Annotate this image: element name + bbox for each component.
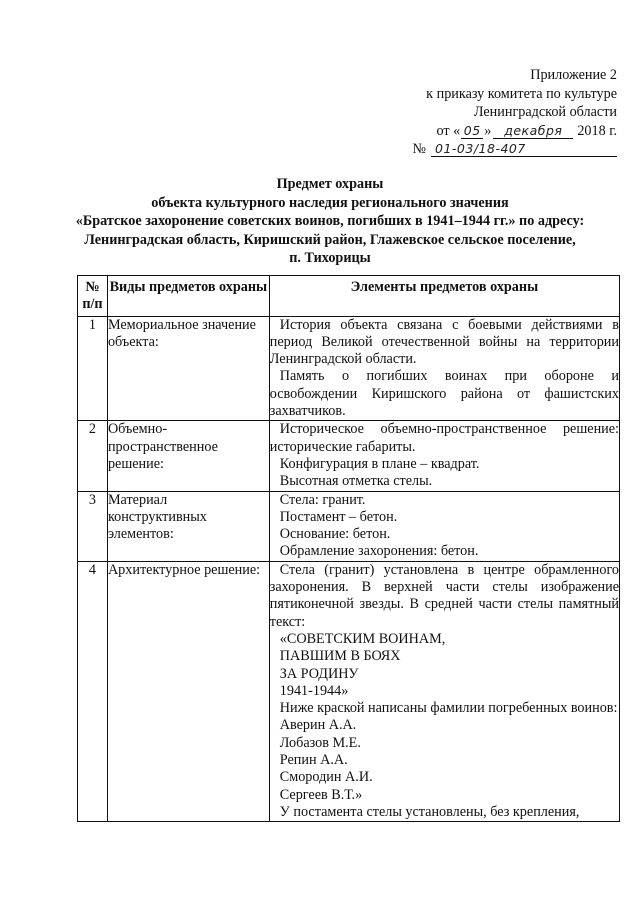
table-row — [78, 421, 620, 491]
date-day: 05 — [461, 124, 483, 139]
row-elements — [269, 561, 619, 821]
date-year: 2018 г. — [577, 122, 617, 139]
soldier-name: Сергеев В.Т.» — [279, 786, 363, 803]
row-number: 1 — [78, 316, 108, 421]
title-line-4: Ленинградская область, Киришский район, Глажевское сельское поселение, — [84, 231, 576, 248]
appendix-header — [357, 66, 617, 159]
row-elements — [269, 316, 619, 421]
title-line-1: Предмет охраны — [276, 176, 384, 192]
element-paragraph: Основание: бетон. — [279, 526, 391, 543]
inscription-line: ПАВШИМ В БОЯХ — [279, 648, 401, 665]
title-line-5: п. Тихорицы — [289, 250, 371, 267]
inscription-line: ЗА РОДИНУ — [279, 665, 359, 682]
soldier-name: Аверин А.А. — [279, 717, 357, 734]
row-kind: Архитектурное решение: — [107, 561, 269, 821]
element-paragraph: Память о погибших воинах при обороне и освобождении Киришского района от фашистских захватчиков. — [269, 368, 619, 420]
order-reference: к приказу комитета по культуре — [426, 85, 617, 102]
order-number: № 01-03/18-407 — [357, 140, 617, 159]
appendix-label: Приложение 2 — [530, 67, 617, 83]
title-line-2: объекта культурного наследия регионального значения — [151, 194, 509, 211]
element-paragraph: Обрамление захоронения: бетон. — [279, 543, 479, 560]
table-header-row — [78, 276, 620, 317]
document-title — [40, 175, 620, 268]
protection-table — [77, 275, 620, 822]
row-number: 2 — [78, 421, 108, 491]
inscription-line: «СОВЕТСКИМ ВОИНАМ, — [279, 630, 446, 647]
row-elements — [269, 491, 619, 561]
header-num: № п/п — [78, 276, 108, 317]
title-line-3: «Братское захоронение советских воинов, погибших в 1941–1944 гг.» по адресу: — [75, 213, 585, 230]
soldier-name: Лобазов М.Е. — [279, 734, 361, 751]
row-kind: Мемориальное значение объекта: — [107, 316, 269, 421]
row-elements — [269, 421, 619, 491]
table-row — [78, 316, 620, 421]
soldier-name: Репин А.А. — [279, 752, 348, 769]
header-kind: Виды предметов охраны — [107, 276, 269, 317]
table-row — [78, 491, 620, 561]
region-name: Ленинградской области — [473, 104, 617, 120]
element-paragraph: Высотная отметка стелы. — [279, 473, 433, 490]
element-paragraph: Стела: гранит. — [279, 491, 366, 508]
row-number: 4 — [78, 561, 108, 821]
row-number: 3 — [78, 491, 108, 561]
soldier-name: Смородин А.И. — [279, 769, 373, 786]
element-paragraph: Конфигурация в плане – квадрат. — [279, 455, 480, 472]
element-paragraph: Стела (гранит) установлена в центре обрамленного захоронения. В верхней части стелы изображение пятиконечной звезды. В средней части стелы памятный текст: — [269, 561, 619, 630]
date-month: декабря — [493, 124, 573, 139]
element-paragraph: Историческое объемно-пространственное решение: исторические габариты. — [269, 421, 619, 455]
order-date: от « 05 » декабря 2018 г. — [436, 122, 617, 139]
header-elements: Элементы предметов охраны — [269, 276, 619, 317]
order-number-value: 01-03/18-407 — [431, 142, 617, 157]
row-kind: Объемно-пространственное решение: — [107, 421, 269, 491]
row-kind: Материал конструктивных элементов: — [107, 491, 269, 561]
table-row — [78, 561, 620, 821]
element-paragraph: У постамента стелы установлены, без крепления, — [279, 803, 580, 820]
element-paragraph: Ниже краской написаны фамилии погребенных воинов: — [279, 700, 618, 717]
inscription-line: 1941-1944» — [279, 682, 349, 699]
element-paragraph: История объекта связана с боевыми действиями в период Великой отечественной войны на территории Ленинградской области. — [269, 316, 619, 368]
element-paragraph: Постамент – бетон. — [279, 508, 398, 525]
